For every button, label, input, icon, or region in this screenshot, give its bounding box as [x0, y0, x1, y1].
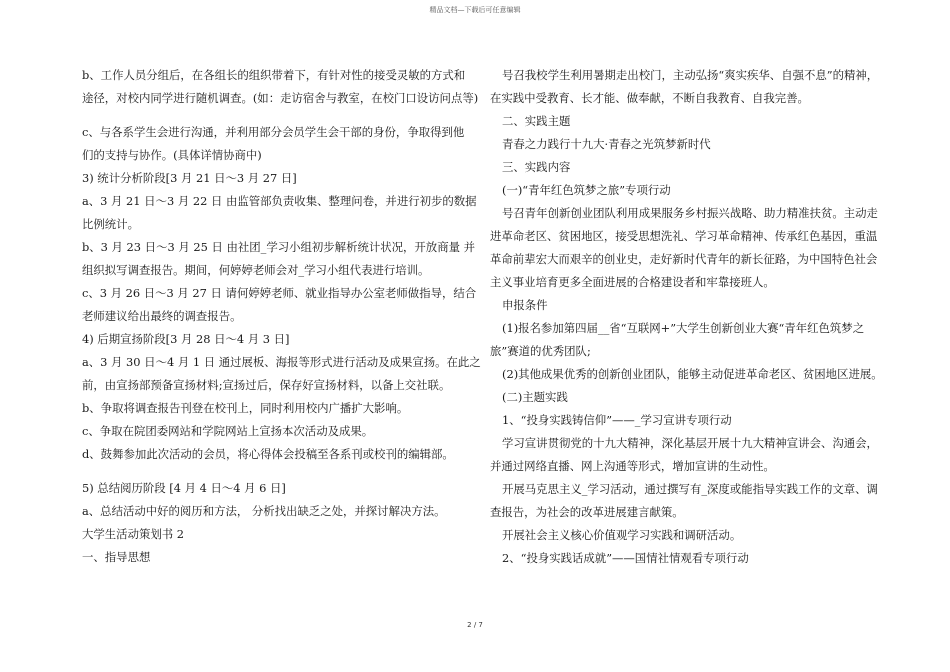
page-number: 2 / 7: [467, 621, 483, 629]
paragraph-line: a、总结活动中好的阅历和方法， 分析找出缺乏之处，并探讨解决方法。: [82, 504, 446, 518]
subsection-heading: 申报条件: [502, 298, 548, 312]
paragraph-line: 号召我校学生利用暑期走出校门，主动弘扬“爽实疾华、自强不息”的精神，: [502, 68, 879, 82]
paragraph-line: 青春之力践行十九大·青春之光筑梦新时代: [502, 137, 711, 151]
section-heading: 二、实践主题: [502, 114, 571, 128]
paragraph-line: b、工作人员分组后，在各组长的组织带着下，有针对性的接受灵敏的方式和: [82, 68, 466, 82]
paragraph-line: d、鼓舞参加此次活动的会员，将心得体会投稿至各系刊或校刊的编辑部。: [82, 447, 454, 461]
paragraph-line: 开展马克思主义_学习活动，通过撰写有_深度或能指导实践工作的文章、调: [502, 482, 878, 496]
paragraph-line: a、3 月 30 日～4 月 1 日 通过展板、海报等形式进行活动及成果宣扬。在此之: [82, 355, 481, 369]
paragraph-line: (2)其他成果优秀的创新创业团队，能够主动促进革命老区、贫困地区进展。: [502, 367, 883, 381]
right-column: [490, 64, 882, 570]
paragraph-line: 组织拟写调查报告。期间，何婷婷老师会对_学习小组代表进行培训。: [82, 263, 430, 277]
spacer: [82, 466, 472, 477]
paragraph-line: 号召青年创新创业团队利用成果服务乡村振兴战略、助力精准扶贫。主动走: [502, 206, 878, 220]
paragraph-line: 主义事业培育更多全面进展的合格建设者和牢靠接班人。: [490, 275, 775, 289]
subsection-heading: 1、“投身实践铸信仰”——_学习宣讲专项行动: [502, 413, 732, 427]
paragraph-line: c、争取在院团委网站和学院网站上宣扬本次活动及成果。: [82, 424, 374, 438]
paragraph-line: 比例统计。: [82, 217, 139, 231]
paragraph-line: b、3 月 23 日～3 月 25 日 由社团_学习小组初步解析统计状况，开放商量 并: [82, 240, 475, 254]
paragraph-line: 老师建议给出最终的调查报告。: [82, 309, 242, 323]
paragraph-line: c、与各系学生会进行沟通，并利用部分会员学生会干部的身份，争取得到他: [82, 125, 465, 139]
subsection-heading: (一)“青年红色筑梦之旅”专项行动: [502, 183, 671, 197]
paragraph-line: 开展社会主义核心价值观学习实践和调研活动。: [502, 528, 742, 542]
section-heading: 三、实践内容: [502, 160, 571, 174]
paragraph-line: 途径，对校内同学进行随机调查。(如：走访宿舍与教室，在校门口设访问点等): [82, 91, 479, 105]
section-heading: 4) 后期宣扬阶段[3 月 28 日～4 月 3 日]: [82, 332, 290, 346]
paragraph-line: 在实践中受教育、长才能、做奉献，不断自我教育、自我完善。: [490, 91, 809, 105]
paragraph-line: 革命前辈宏大而艰辛的创业史，走好新时代青年的新长征路，为中国特色社会: [490, 252, 878, 266]
paragraph-line: b、争取将调查报告刊登在校刊上，同时利用校内广播扩大影响。: [82, 401, 409, 415]
paragraph-line: 前，由宣扬部预备宣扬材料;宣扬过后，保存好宣扬材料，以备上交社联。: [82, 378, 451, 392]
paragraph-line: a、3 月 21 日～3 月 22 日 由监管部负责收集、整理问卷，并进行初步的数据: [82, 194, 477, 208]
section-heading: 一、指导思想: [82, 550, 151, 564]
paragraph-line: 并通过网络直播、网上沟通等形式，增加宣讲的生动性。: [490, 459, 775, 473]
subsection-heading: 2、“投身实践话成就”——国情社情观看专项行动: [502, 551, 749, 565]
spacer: [82, 110, 472, 121]
paragraph-line: 们的支持与协作。(具体详情协商中): [82, 148, 262, 162]
document-title: 大学生活动策划书 2: [82, 527, 184, 541]
section-heading: 3) 统计分析阶段[3 月 21 日～3 月 27 日]: [82, 171, 297, 185]
left-column: [82, 64, 481, 569]
paragraph-line: 学习宣讲贯彻党的十九大精神，深化基层开展十九大精神宣讲会、沟通会，: [502, 436, 878, 450]
paragraph-line: 进革命老区、贫困地区，接受思想洗礼、学习革命精神、传承红色基因，重温: [490, 229, 878, 243]
page-header: 精品文档—下载后可任意编辑: [429, 6, 521, 14]
subsection-heading: (二)主题实践: [502, 390, 568, 404]
paragraph-line: c、3 月 26 日～3 月 27 日 请何婷婷老师、就业指导办公室老师做指导，结合: [82, 286, 477, 300]
paragraph-line: (1)报名参加第四届__省“互联网+”大学生创新创业大赛“青年红色筑梦之: [502, 321, 865, 335]
section-heading: 5) 总结阅历阶段 [4 月 4 日～4 月 6 日]: [82, 481, 286, 495]
paragraph-line: 查报告，为社会的改革进展建言献策。: [490, 505, 684, 519]
paragraph-line: 旅”赛道的优秀团队;: [490, 344, 591, 358]
